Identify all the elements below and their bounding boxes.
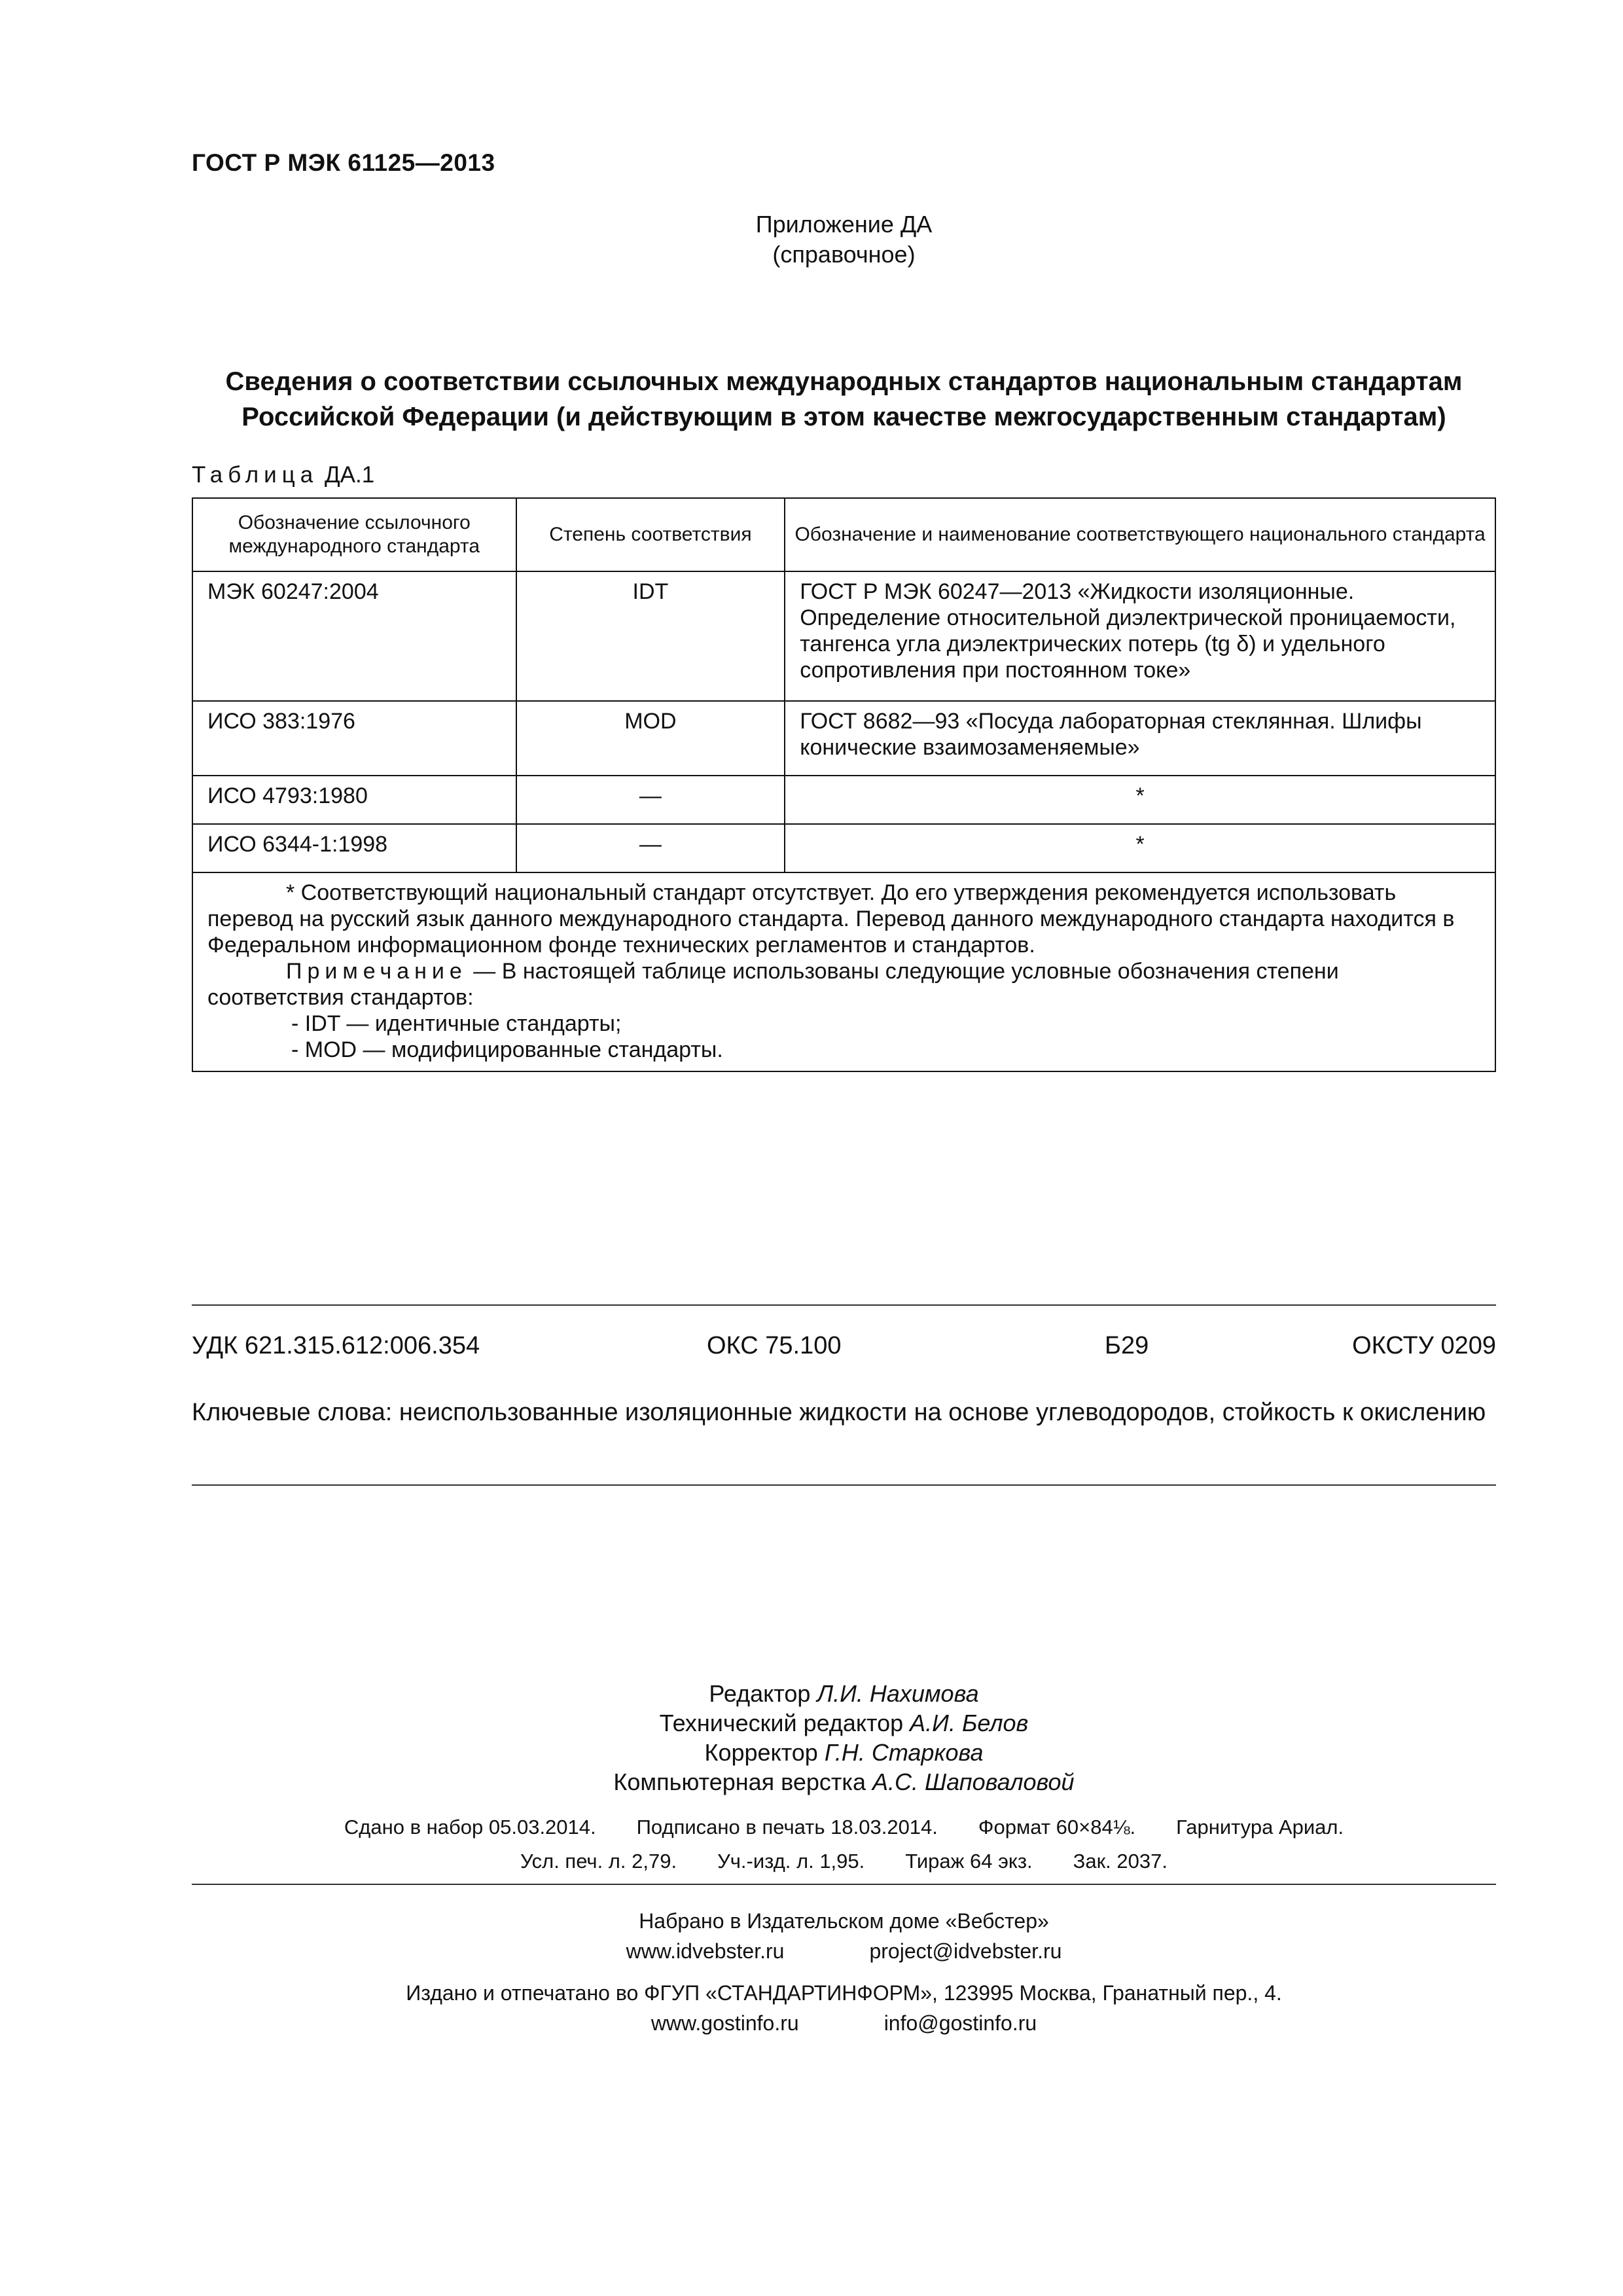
table-caption-number: ДА.1 [324, 462, 375, 488]
divider-bottom [192, 1884, 1496, 1885]
annex-kind: (справочное) [772, 241, 916, 268]
typeset-info [192, 1906, 1496, 1966]
header-ref-standard: Обозначение ссылочного международного стандарта [192, 498, 516, 571]
header-degree: Степень соответствия [516, 498, 785, 571]
paper-format: Формат 60×84⅛. [978, 1816, 1136, 1839]
table-notes-row [192, 872, 1495, 1071]
note-label: Примечание [286, 959, 467, 984]
print-sheets: Усл. печ. л. 2,79. [520, 1850, 677, 1873]
credit-tech-editor: Технический редактор А.И. Белов [659, 1710, 1029, 1736]
section-title [192, 364, 1496, 435]
degree-cell: — [516, 776, 785, 824]
credit-proofreader: Корректор Г.Н. Старкова [704, 1739, 984, 1766]
reference-table [192, 497, 1496, 1072]
publisher-contacts [192, 2008, 1496, 2038]
national-standard-cell: ГОСТ Р МЭК 60247—2013 «Жидкости изоляционные. Определение относительной диэлектрической проницаемости, тангенса угла диэлектрических потерь (tg δ) и удельного сопротивления при постоянном токе» [785, 571, 1495, 701]
document-code: ГОСТ Р МЭК 61125—2013 [192, 149, 495, 176]
oks-code: ОКС 75.100 [707, 1332, 842, 1359]
ref-standard-cell: МЭК 60247:2004 [192, 571, 516, 701]
ref-standard-cell: ИСО 4793:1980 [192, 776, 516, 824]
degree-cell: — [516, 824, 785, 872]
table-caption-label: Таблица [192, 462, 319, 488]
print-info-line1 [192, 1812, 1496, 1843]
print-info-line2 [192, 1846, 1496, 1877]
typeset-email-link[interactable]: project@idvebster.ru [869, 1939, 1062, 1963]
degree-cell: MOD [516, 701, 785, 776]
table-row [192, 776, 1495, 824]
order-number: Зак. 2037. [1073, 1850, 1168, 1873]
group-code: Б29 [1105, 1332, 1149, 1359]
ref-standard-cell: ИСО 6344-1:1998 [192, 824, 516, 872]
note-text: — В настоящей таблице использованы следующие условные обозначения степени соответствия стандартов: [207, 959, 1339, 1010]
section-title-line1: Сведения о соответствии ссылочных международных стандартов национальным стандартам [225, 367, 1463, 396]
credit-layout: Компьютерная верстка А.С. Шаповаловой [613, 1768, 1075, 1795]
credit-editor: Редактор Л.И. Нахимова [709, 1680, 979, 1707]
divider-top [192, 1304, 1496, 1306]
ref-standard-cell: ИСО 383:1976 [192, 701, 516, 776]
table-note [207, 958, 1480, 1011]
table-header-row [192, 498, 1495, 571]
table-caption [192, 462, 374, 488]
typeset-contacts [192, 1936, 1496, 1966]
typeface: Гарнитура Ариал. [1176, 1816, 1344, 1839]
table-notes [192, 872, 1495, 1071]
copies: Тираж 64 экз. [905, 1850, 1033, 1873]
credits [192, 1679, 1496, 1797]
publisher-info [192, 1978, 1496, 2038]
annex-heading [192, 209, 1496, 270]
section-title-line2: Российской Федерации (и действующим в этом качестве межгосударственным стандартам) [241, 403, 1446, 431]
okstu-code: ОКСТУ 0209 [1352, 1332, 1496, 1359]
publisher-email-link[interactable]: info@gostinfo.ru [883, 2011, 1037, 2035]
note-item-idt: - IDT — идентичные стандарты; [291, 1011, 622, 1036]
signed-date: Подписано в печать 18.03.2014. [636, 1816, 938, 1839]
typeset-text: Набрано в Издательском доме «Вебстер» [639, 1909, 1049, 1933]
annex-title: Приложение ДА [755, 211, 933, 238]
table-footnote: * Соответствующий национальный стандарт отсутствует. До его утверждения рекомендуется использовать перевод на русский язык данного международного стандарта. Перевод данного международного стандарта находится в Федеральном информационном фонде технических регламентов и стандартов. [207, 880, 1455, 958]
national-standard-cell: * [785, 824, 1495, 872]
publisher-text: Издано и отпечатано во ФГУП «СТАНДАРТИНФОРМ», 123995 Москва, Гранатный пер., 4. [406, 1981, 1282, 2005]
note-item-mod: - MOD — модифицированные стандарты. [291, 1037, 723, 1062]
keywords: Ключевые слова: неиспользованные изоляционные жидкости на основе углеводородов, стойкость к окислению [192, 1399, 1486, 1426]
typeset-site-link[interactable]: www.idvebster.ru [626, 1939, 785, 1963]
national-standard-cell: * [785, 776, 1495, 824]
publisher-site-link[interactable]: www.gostinfo.ru [651, 2011, 799, 2035]
table-row [192, 824, 1495, 872]
degree-cell: IDT [516, 571, 785, 701]
table-row [192, 701, 1495, 776]
divider-keywords [192, 1484, 1496, 1486]
udk-code: УДК 621.315.612:006.354 [192, 1332, 480, 1359]
pub-sheets: Уч.-изд. л. 1,95. [717, 1850, 865, 1873]
table-row [192, 571, 1495, 701]
header-national-standard: Обозначение и наименование соответствующего национального стандарта [785, 498, 1495, 571]
submitted-date: Сдано в набор 05.03.2014. [344, 1816, 596, 1839]
national-standard-cell: ГОСТ 8682—93 «Посуда лабораторная стеклянная. Шлифы конические взаимозаменяемые» [785, 701, 1495, 776]
